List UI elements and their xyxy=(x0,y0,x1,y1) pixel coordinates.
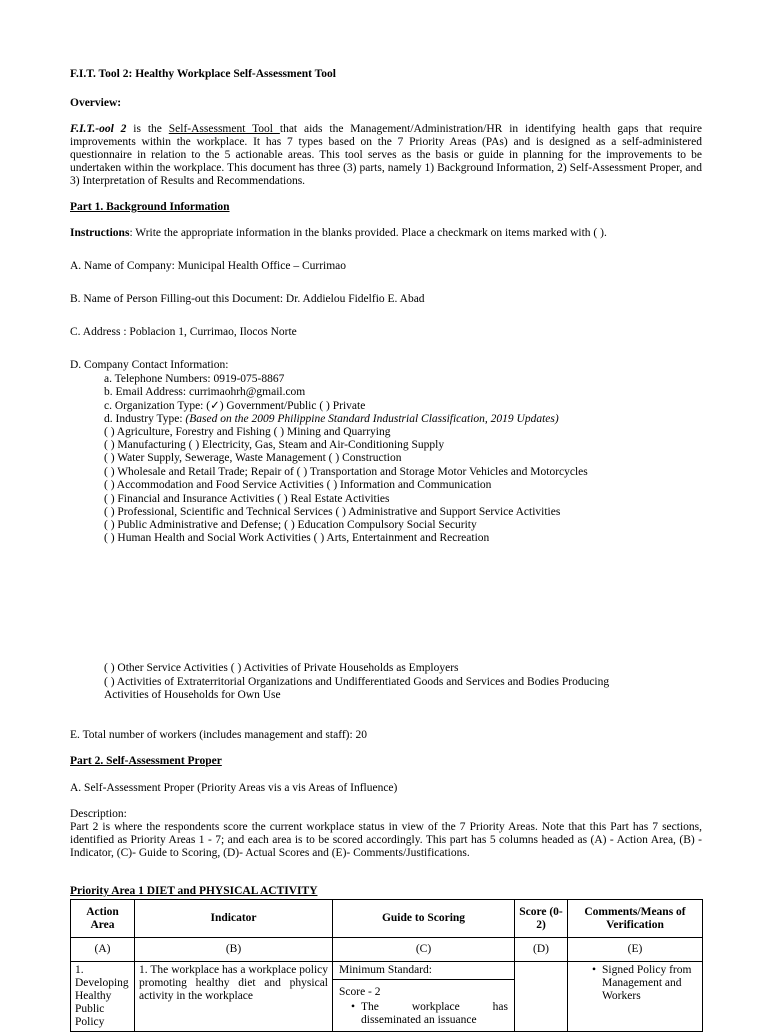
guide-score-label: Score - 2 xyxy=(339,986,381,998)
industry-option[interactable]: ( ) Activities of Extraterritorial Organizations and Undifferentiated Goods and Services and Bodies Producing xyxy=(104,676,610,688)
industry-option-continued: Activities of Households for Own Use xyxy=(104,689,281,701)
guide-bullet-text: The workplace has disseminated an issuance xyxy=(361,1001,508,1026)
guide-cell xyxy=(333,962,515,1032)
industry-type-label: d. Industry Type: xyxy=(104,413,186,425)
letter-d: (D) xyxy=(515,938,568,962)
instructions-text: : Write the appropriate information in the blanks provided. Place a checkmark on items marked with ( ). xyxy=(129,227,607,239)
action-area-text: 1. Developing Healthy Public Policy xyxy=(75,964,129,1028)
letter-c: (C) xyxy=(333,938,515,962)
header-indicator: Indicator xyxy=(135,900,333,938)
description-text: Part 2 is where the respondents score the current workplace status in view of the 7 Priority Areas. Note that this Part has 7 sections, identified as Priority Areas 1 - 7; and each area is to be scored accordingly. This part has 5 columns headed as (A) - Action Area, (B) - Indicator, (C)- Guide to Scoring, (D)- Actual Scores and (E)- Comments/Justifications. xyxy=(70,821,702,859)
table-header-row xyxy=(71,900,703,938)
indicator-cell xyxy=(135,962,333,1032)
letter-e: (E) xyxy=(568,938,703,962)
indicator-text: 1. The workplace has a workplace policy promoting healthy diet and physical activity in the workplace xyxy=(139,964,328,1002)
comment-text: Signed Policy from Management and Workers xyxy=(602,964,692,1002)
industry-option[interactable]: ( ) Accommodation and Food Service Activities ( ) Information and Communication xyxy=(104,479,492,491)
overview-connector: is the xyxy=(126,123,169,135)
header-comments: Comments/Means of Verification xyxy=(568,900,703,938)
overview-heading: Overview: xyxy=(70,97,122,109)
overview-paragraph xyxy=(70,123,702,188)
comment-cell xyxy=(568,962,703,1032)
header-action-area: Action Area xyxy=(71,900,135,938)
self-assessment-tool-link[interactable]: Self-Assessment Tool xyxy=(168,123,280,135)
priority-area-table xyxy=(70,899,703,1032)
overview-body: that aids the Management/Administration/HR in identifying health gaps that require improvements within the workplace. It has 7 types based on the 7 Priority Areas (PAs) and is designed as a self-administered questionnaire in relation to the 5 actionable areas. This tool serves as the basis or guide in planning for the improvements to be undertaken within the workplace. This document has three (3) parts, namely 1) Background Information, 2) Self-Assessment Proper, and 3) Interpretation of Results and Recommendations. xyxy=(70,123,702,187)
table-row xyxy=(71,962,703,1032)
priority-area-heading: Priority Area 1 DIET and PHYSICAL ACTIVITY xyxy=(70,885,318,897)
guide-minimum-standard: Minimum Standard: xyxy=(333,962,514,980)
contact-industry-type xyxy=(104,413,559,426)
industry-option[interactable]: ( ) Public Administrative and Defense; ( ) Education Compulsory Social Security xyxy=(104,519,477,531)
industry-option[interactable]: ( ) Manufacturing ( ) Electricity, Gas, Steam and Air-Conditioning Supply xyxy=(104,439,445,451)
part2-subheading: A. Self-Assessment Proper (Priority Areas vis a vis Areas of Influence) xyxy=(70,782,398,794)
bullet-icon: • xyxy=(351,1001,356,1013)
document-title: F.I.T. Tool 2: Healthy Workplace Self-Assessment Tool xyxy=(70,68,336,80)
industry-option[interactable]: ( ) Human Health and Social Work Activities ( ) Arts, Entertainment and Recreation xyxy=(104,532,490,544)
industry-option[interactable]: ( ) Water Supply, Sewerage, Waste Management ( ) Construction xyxy=(104,452,402,464)
table-letter-row xyxy=(71,938,703,962)
instructions xyxy=(70,227,607,240)
letter-a: (A) xyxy=(71,938,135,962)
header-guide-to-scoring: Guide to Scoring xyxy=(333,900,515,938)
industry-option[interactable]: ( ) Agriculture, Forestry and Fishing ( ) Mining and Quarrying xyxy=(104,426,391,438)
contact-telephone: a. Telephone Numbers: 0919-075-8867 xyxy=(104,373,285,385)
field-contact-heading: D. Company Contact Information: xyxy=(70,359,229,371)
tool-name: F.I.T.-ool 2 xyxy=(70,123,127,135)
instructions-label: Instructions xyxy=(70,227,130,239)
industry-option[interactable]: ( ) Professional, Scientific and Technical Services ( ) Administrative and Support Service Activities xyxy=(104,506,561,518)
industry-option[interactable]: ( ) Wholesale and Retail Trade; Repair of ( ) Transportation and Storage Motor Vehicles and Motorcycles xyxy=(104,466,588,478)
industry-option[interactable]: ( ) Financial and Insurance Activities ( ) Real Estate Activities xyxy=(104,493,390,505)
comment-bullet xyxy=(572,964,698,1003)
part1-heading: Part 1. Background Information xyxy=(70,201,230,213)
contact-organization-type: c. Organization Type: (✓) Government/Public ( ) Private xyxy=(104,400,366,412)
score-cell[interactable] xyxy=(515,962,568,1032)
industry-type-note: (Based on the 2009 Philippine Standard Industrial Classification, 2019 Updates) xyxy=(185,413,559,425)
industry-option[interactable]: ( ) Other Service Activities ( ) Activities of Private Households as Employers xyxy=(104,662,459,674)
field-address: C. Address : Poblacion 1, Currimao, Ilocos Norte xyxy=(70,326,297,338)
contact-email: b. Email Address: currimaohrh@gmail.com xyxy=(104,386,306,398)
guide-bullet xyxy=(333,999,514,1027)
header-score: Score (0-2) xyxy=(515,900,568,938)
bullet-icon: • xyxy=(592,964,597,976)
field-person-name: B. Name of Person Filling-out this Document: Dr. Addielou Fidelfio E. Abad xyxy=(70,293,425,305)
letter-b: (B) xyxy=(135,938,333,962)
part2-heading: Part 2. Self-Assessment Proper xyxy=(70,755,222,767)
field-company-name: A. Name of Company: Municipal Health Office – Currimao xyxy=(70,260,347,272)
field-total-workers: E. Total number of workers (includes management and staff): 20 xyxy=(70,729,368,741)
description-label: Description: xyxy=(70,808,127,820)
action-area-cell xyxy=(71,962,135,1032)
